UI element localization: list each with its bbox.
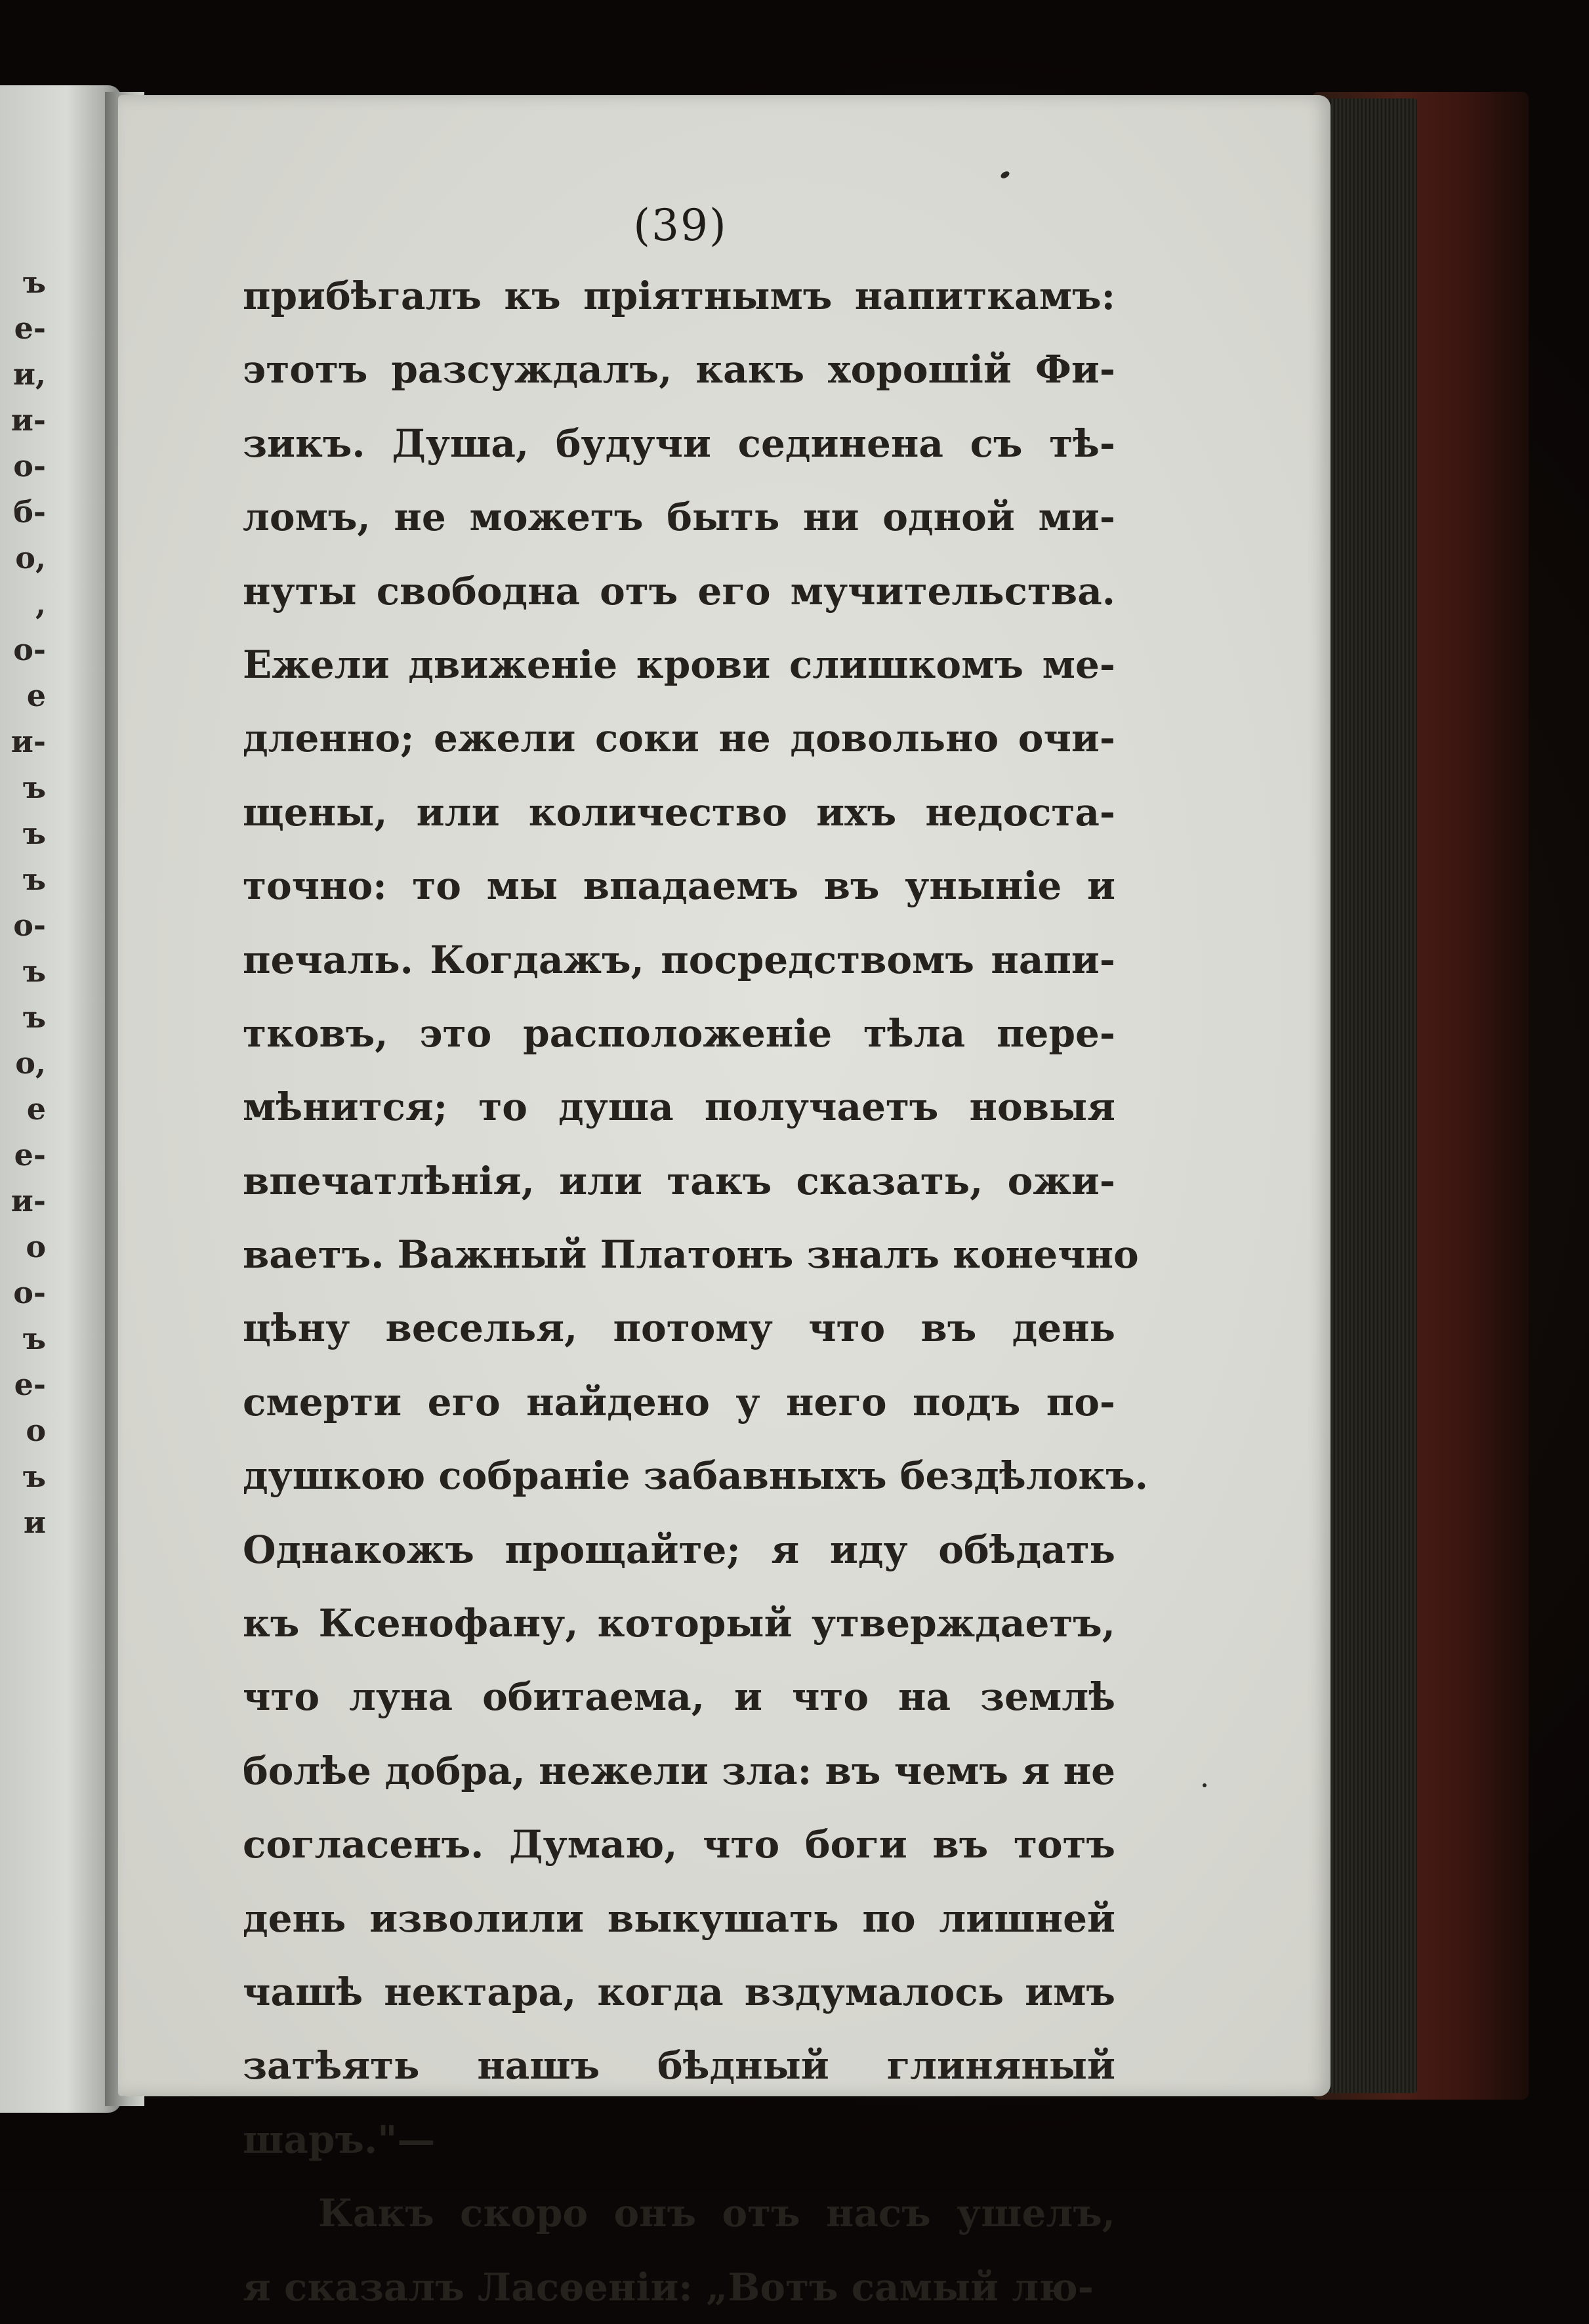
left-line-fragment: о: [26, 1229, 46, 1264]
text-line: затѣять нашъ бѣдный глиняный: [243, 2043, 1115, 2088]
left-line-fragment: о-: [13, 448, 46, 484]
text-line: тковъ, это расположеніе тѣла пере-: [243, 1010, 1115, 1056]
left-line-fragment: ъ: [22, 953, 46, 989]
left-line-fragment: ъ: [22, 999, 46, 1035]
text-line: Ежели движеніе крови слишкомъ ме-: [243, 642, 1115, 687]
text-line: прибѣгалъ къ пріятнымъ напиткамъ:: [243, 274, 1115, 318]
text-line: Какъ скоро онъ отъ насъ ушелъ,: [318, 2191, 1115, 2236]
text-line: нуты свободна отъ его мучительства.: [243, 568, 1115, 613]
text-line: дленно; ежели соки не довольно очи-: [243, 716, 1115, 761]
left-line-fragment: ъ: [22, 861, 46, 897]
text-line: печаль. Когдажъ, посредствомъ напи-: [243, 937, 1115, 982]
left-line-fragment: е-: [14, 1367, 46, 1402]
page-edges: [1319, 98, 1417, 2093]
left-line-fragment: ,: [35, 586, 46, 621]
left-line-fragment: е-: [14, 310, 46, 346]
left-line-fragment: ъ: [22, 264, 46, 300]
left-line-fragment: и-: [10, 1183, 46, 1218]
text-line: согласенъ. Думаю, что боги въ тотъ: [243, 1822, 1115, 1867]
text-line: щены, или количество ихъ недоста-: [243, 789, 1115, 835]
left-line-fragment: и-: [10, 402, 46, 438]
left-line-fragment: ъ: [22, 770, 46, 805]
text-line: болѣе добра, нежели зла: въ чемъ я не: [243, 1748, 1115, 1793]
left-line-fragment: о-: [13, 907, 46, 943]
page-text: [243, 259, 1148, 2324]
text-line: точно: то мы впадаемъ въ уныніе и: [243, 863, 1115, 909]
text-line: шаръ."—: [243, 2117, 436, 2162]
left-line-fragment: е: [26, 1091, 46, 1127]
text-line: Однакожъ прощайте; я иду обѣдать: [243, 1527, 1115, 1572]
text-line: смерти его найдено у него подъ по-: [243, 1379, 1115, 1424]
left-line-fragment: ъ: [22, 1321, 46, 1356]
left-line-fragment: и-: [10, 724, 46, 759]
left-line-fragment: о,: [15, 540, 46, 575]
text-line: впечатлѣнія, или такъ сказать, ожи-: [243, 1158, 1115, 1203]
left-line-fragment: о,: [15, 1045, 46, 1081]
text-line: зикъ. Душа, будучи сединена съ тѣ-: [243, 421, 1115, 466]
text-line: день изволили выкушать по лишней: [243, 1896, 1115, 1941]
left-line-fragment: е: [26, 678, 46, 713]
left-line-fragment: и: [23, 1504, 46, 1540]
ink-speck: [1203, 1783, 1207, 1787]
text-line: этотъ разсуждалъ, какъ хорошій Фи-: [243, 347, 1115, 392]
left-page-line-endings: [0, 259, 46, 1545]
left-line-fragment: б-: [13, 494, 46, 529]
left-line-fragment: о: [26, 1413, 46, 1448]
text-line: ломъ, не можетъ быть ни одной ми-: [243, 495, 1115, 540]
text-line: чашѣ нектара, когда вздумалось имъ: [243, 1969, 1115, 2014]
text-line: мѣнится; то душа получаетъ новыя: [243, 1085, 1115, 1130]
left-line-fragment: о-: [13, 1275, 46, 1310]
left-line-fragment: е-: [14, 1137, 46, 1172]
page-number: (39): [633, 200, 728, 251]
text-line: душкою собраніе забавныхъ бездѣлокъ.: [243, 1453, 1148, 1499]
text-line: ваетъ. Важный Платонъ зналъ конечно: [243, 1232, 1139, 1277]
left-line-fragment: о-: [13, 632, 46, 667]
text-line: цѣну веселья, потому что въ день: [243, 1306, 1115, 1351]
text-line: я сказалъ Ласѳеніи: „Вотъ самый лю-: [243, 2264, 1094, 2310]
left-line-fragment: ъ: [22, 816, 46, 851]
left-line-fragment: и,: [12, 356, 46, 392]
left-line-fragment: ъ: [22, 1459, 46, 1494]
text-line: что луна обитаема, и что на землѣ: [243, 1674, 1115, 1720]
text-line: къ Ксенофану, который утверждаетъ,: [243, 1601, 1115, 1646]
